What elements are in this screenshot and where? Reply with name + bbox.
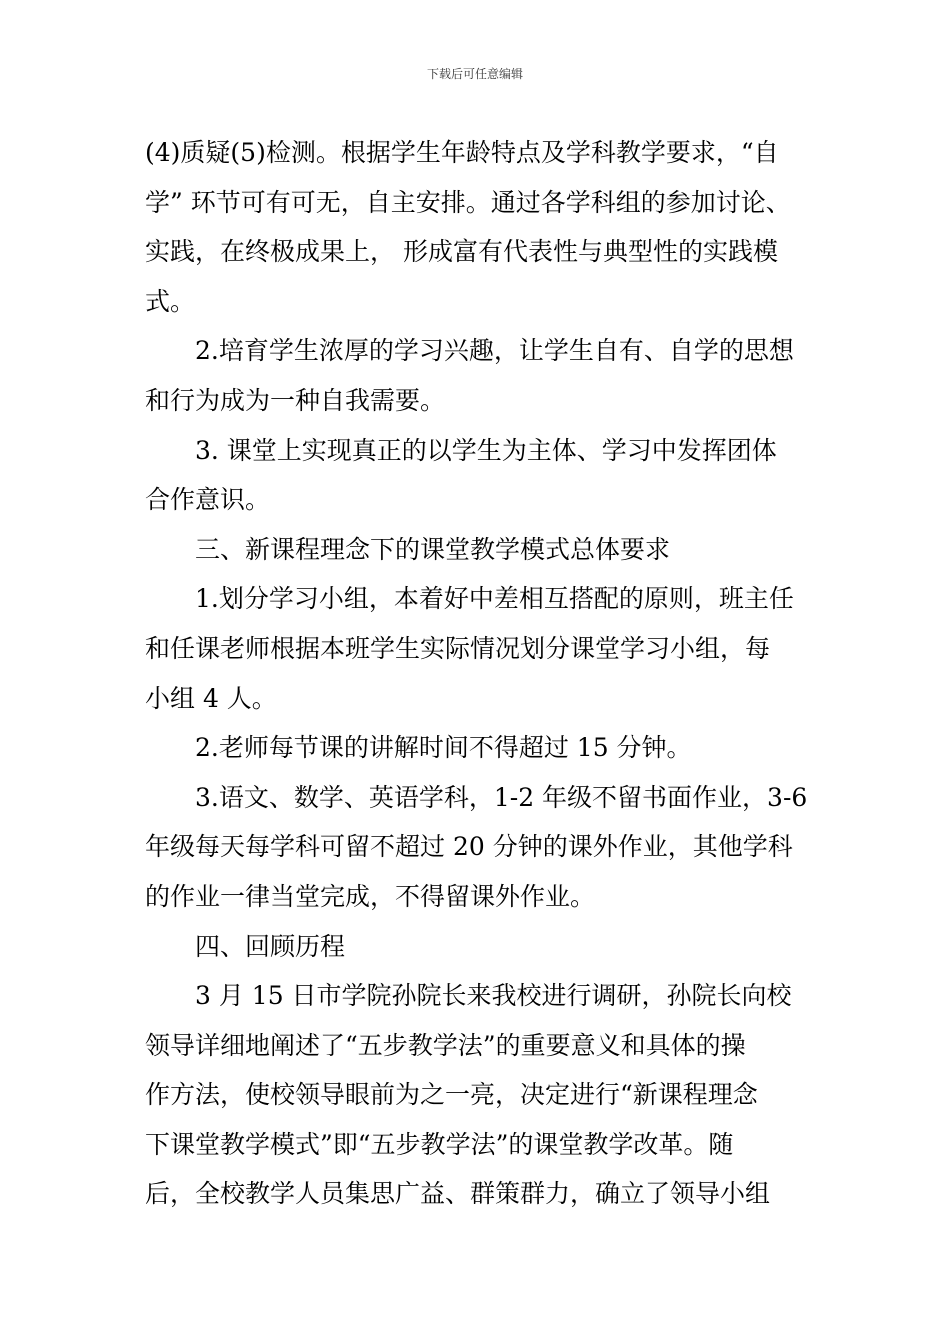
text-line: 的作业一律当堂完成，不得留课外作业。 [145, 881, 596, 911]
document-body [145, 128, 810, 1219]
text-line: 后，全校教学人员集思广益、群策群力，确立了领导小组 [145, 1179, 771, 1209]
text-line: 2.培育学生浓厚的学习兴趣，让学生自有、自学的思想 [195, 336, 794, 366]
section-heading: 四、回顾历程 [195, 931, 346, 961]
text-line: 3 月 15 日市学院孙院长来我校进行调研，孙院长向校 [195, 981, 792, 1011]
text-line: 式。 [145, 286, 196, 316]
text-line: 学” 环节可有可无，自主安排。通过各学科组的参加讨论、 [145, 187, 791, 217]
text-line: 2.老师每节课的讲解时间不得超过 15 分钟。 [195, 733, 692, 763]
text-line: 年级每天每学科可留不超过 20 分钟的课外作业，其他学科 [145, 832, 793, 862]
text-line: 3. 课堂上实现真正的以学生为主体、学习中发挥团体 [195, 435, 777, 465]
text-line: 和行为成为一种自我需要。 [145, 385, 446, 415]
text-line: 领导详细地阐述了“五步教学法”的重要意义和具体的操 [145, 1030, 746, 1060]
text-line: 下课堂教学模式”即“五步教学法”的课堂教学改革。随 [145, 1129, 734, 1159]
text-line: 合作意识。 [145, 485, 271, 515]
text-line: 作方法，使校领导眼前为之一亮，决定进行“新课程理念 [145, 1080, 758, 1110]
text-line: 1.划分学习小组，本着好中差相互搭配的原则，班主任 [195, 584, 794, 614]
text-line: 实践，在终极成果上， 形成富有代表性与典型性的实践模 [145, 237, 778, 267]
text-line: 和任课老师根据本班学生实际情况划分课堂学习小组，每 [145, 633, 771, 663]
text-line: (4)质疑(5)检测。根据学生年龄特点及学科教学要求，“自 [145, 138, 779, 167]
text-line: 小组 4 人。 [145, 683, 277, 713]
page-header: 下载后可任意编辑 [426, 67, 523, 81]
section-heading: 三、新课程理念下的课堂教学模式总体要求 [195, 534, 671, 564]
text-line: 3.语文、数学、英语学科，1-2 年级不留书面作业，3-6 [195, 782, 808, 812]
